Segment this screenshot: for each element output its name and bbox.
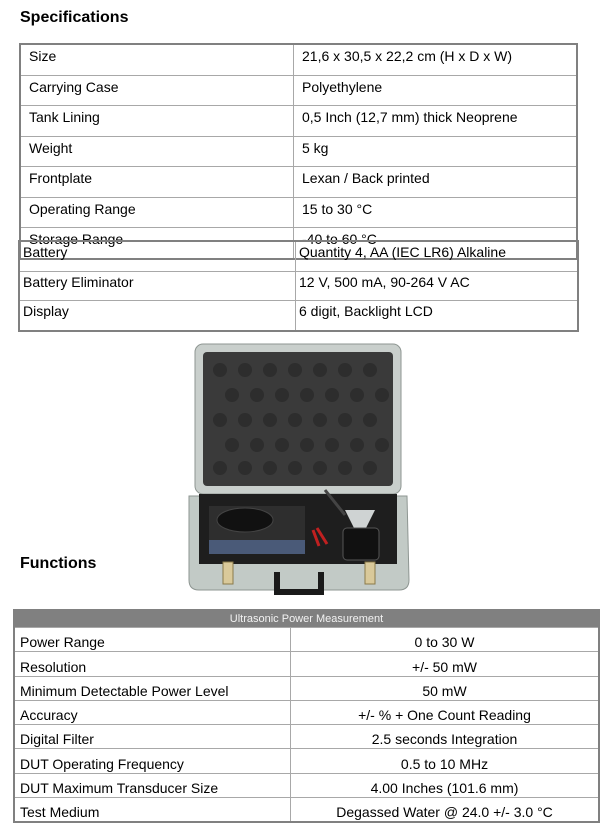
table-row xyxy=(20,197,577,228)
row-label: Digital Filter xyxy=(14,725,291,749)
table-header: Ultrasonic Power Measurement xyxy=(14,610,599,628)
specifications-table xyxy=(19,43,578,260)
table-row xyxy=(20,44,577,75)
table-row xyxy=(20,75,577,106)
row-value: 0.5 to 10 MHz xyxy=(291,749,600,773)
row-label: Power Range xyxy=(14,628,291,652)
table-row xyxy=(19,301,578,331)
row-value: 12 V, 500 mA, 90-264 V AC xyxy=(296,271,579,301)
row-value: 0,5 Inch (12,7 mm) thick Neoprene xyxy=(294,106,578,137)
row-value: -40 to 60 °C xyxy=(294,228,578,259)
row-label: Display xyxy=(19,301,296,331)
row-value: 15 to 30 °C xyxy=(294,197,578,228)
row-value: 2.5 seconds Integration xyxy=(291,725,600,749)
row-label: Test Medium xyxy=(14,798,291,823)
row-label: Tank Lining xyxy=(20,106,294,137)
row-value: 5 kg xyxy=(294,136,578,167)
product-case-photo xyxy=(185,340,413,596)
row-value: Quantity 4, AA (IEC LR6) Alkaline xyxy=(296,241,579,271)
table-row xyxy=(14,700,599,724)
row-value: Lexan / Back printed xyxy=(294,167,578,198)
row-label: Accuracy xyxy=(14,700,291,724)
row-value: +/- % + One Count Reading xyxy=(291,700,600,724)
table-row xyxy=(19,271,578,301)
table-row xyxy=(14,773,599,797)
functions-table xyxy=(13,609,600,823)
row-label: DUT Maximum Transducer Size xyxy=(14,773,291,797)
specifications-heading: Specifications xyxy=(20,9,129,26)
functions-heading: Functions xyxy=(20,555,97,572)
power-specifications-table xyxy=(18,240,579,332)
row-label: Minimum Detectable Power Level xyxy=(14,676,291,700)
row-value: 50 mW xyxy=(291,676,600,700)
table-row xyxy=(14,749,599,773)
table-row xyxy=(20,106,577,137)
row-value: 6 digit, Backlight LCD xyxy=(296,301,579,331)
row-value: +/- 50 mW xyxy=(291,652,600,676)
row-value: Degassed Water @ 24.0 +/- 3.0 °C xyxy=(291,798,600,823)
row-label: Resolution xyxy=(14,652,291,676)
row-value: 4.00 Inches (101.6 mm) xyxy=(291,773,600,797)
row-label: Weight xyxy=(20,136,294,167)
row-value: 0 to 30 W xyxy=(291,628,600,652)
table-row xyxy=(20,136,577,167)
row-label: Size xyxy=(20,44,294,75)
row-label: Storage Range xyxy=(20,228,294,259)
row-value: 21,6 x 30,5 x 22,2 cm (H x D x W) xyxy=(294,44,578,75)
row-label: Frontplate xyxy=(20,167,294,198)
table-row xyxy=(14,798,599,823)
row-label: Operating Range xyxy=(20,197,294,228)
table-row xyxy=(20,167,577,198)
table-row xyxy=(14,628,599,652)
row-value: Polyethylene xyxy=(294,75,578,106)
row-label: Battery xyxy=(19,241,296,271)
table-row xyxy=(19,241,578,271)
table-row xyxy=(14,652,599,676)
row-label: DUT Operating Frequency xyxy=(14,749,291,773)
row-label: Carrying Case xyxy=(20,75,294,106)
row-label: Battery Eliminator xyxy=(19,271,296,301)
table-row xyxy=(14,725,599,749)
table-header-row xyxy=(14,610,599,628)
table-row xyxy=(14,676,599,700)
